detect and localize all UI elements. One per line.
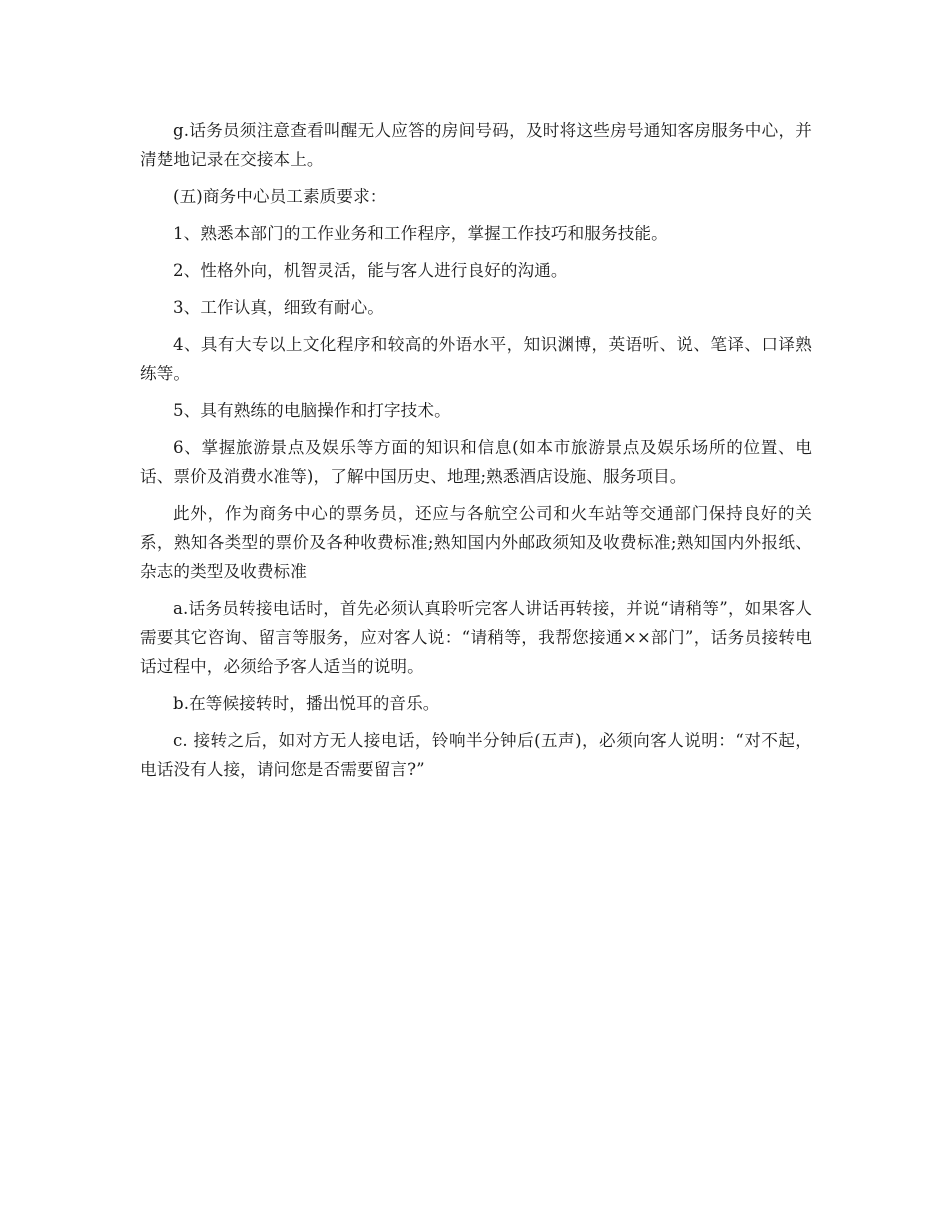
requirement-item-3: 3、工作认真，细致有耐心。	[173, 298, 384, 317]
document-body	[140, 116, 812, 792]
requirement-item-2: 2、性格外向，机智灵活，能与客人进行良好的沟通。	[173, 261, 568, 280]
paragraph-c-no-answer: c. 接转之后，如对方无人接电话，铃响半分钟后(五声)，必须向客人说明：“对不起，电话没有人接，请问您是否需要留言?”	[140, 731, 812, 779]
requirement-item-1: 1、熟悉本部门的工作业务和工作程序，掌握工作技巧和服务技能。	[173, 224, 668, 243]
section-heading-business-center: (五)商务中心员工素质要求：	[173, 187, 387, 206]
paragraph-ticketing-note: 此外，作为商务中心的票务员，还应与各航空公司和火车站等交通部门保持良好的关系，熟知各类型的票价及各种收费标准;熟知国内外邮政须知及收费标准;熟知国内外报纸、杂志的类型及收费标准	[140, 504, 812, 581]
paragraph-b-hold-music: b.在等候接转时，播出悦耳的音乐。	[173, 694, 440, 713]
requirement-item-4: 4、具有大专以上文化程序和较高的外语水平，知识渊博，英语听、说、笔译、口译熟练等。	[140, 335, 812, 383]
requirement-item-6: 6、掌握旅游景点及娱乐等方面的知识和信息(如本市旅游景点及娱乐场所的位置、电话、票价及消费水准等)，了解中国历史、地理;熟悉酒店设施、服务项目。	[140, 438, 812, 486]
paragraph-a-transfer-call: a.话务员转接电话时，首先必须认真聆听完客人讲话再转接，并说“请稍等”，如果客人需要其它咨询、留言等服务，应对客人说：“请稍等，我帮您接通××部门”，话务员接转电话过程中，必须给予客人适当的说明。	[140, 599, 812, 676]
requirement-item-5: 5、具有熟练的电脑操作和打字技术。	[173, 401, 451, 420]
paragraph-g-wakeup-note: g.话务员须注意查看叫醒无人应答的房间号码，及时将这些房号通知客房服务中心，并清楚地记录在交接本上。	[140, 121, 812, 169]
